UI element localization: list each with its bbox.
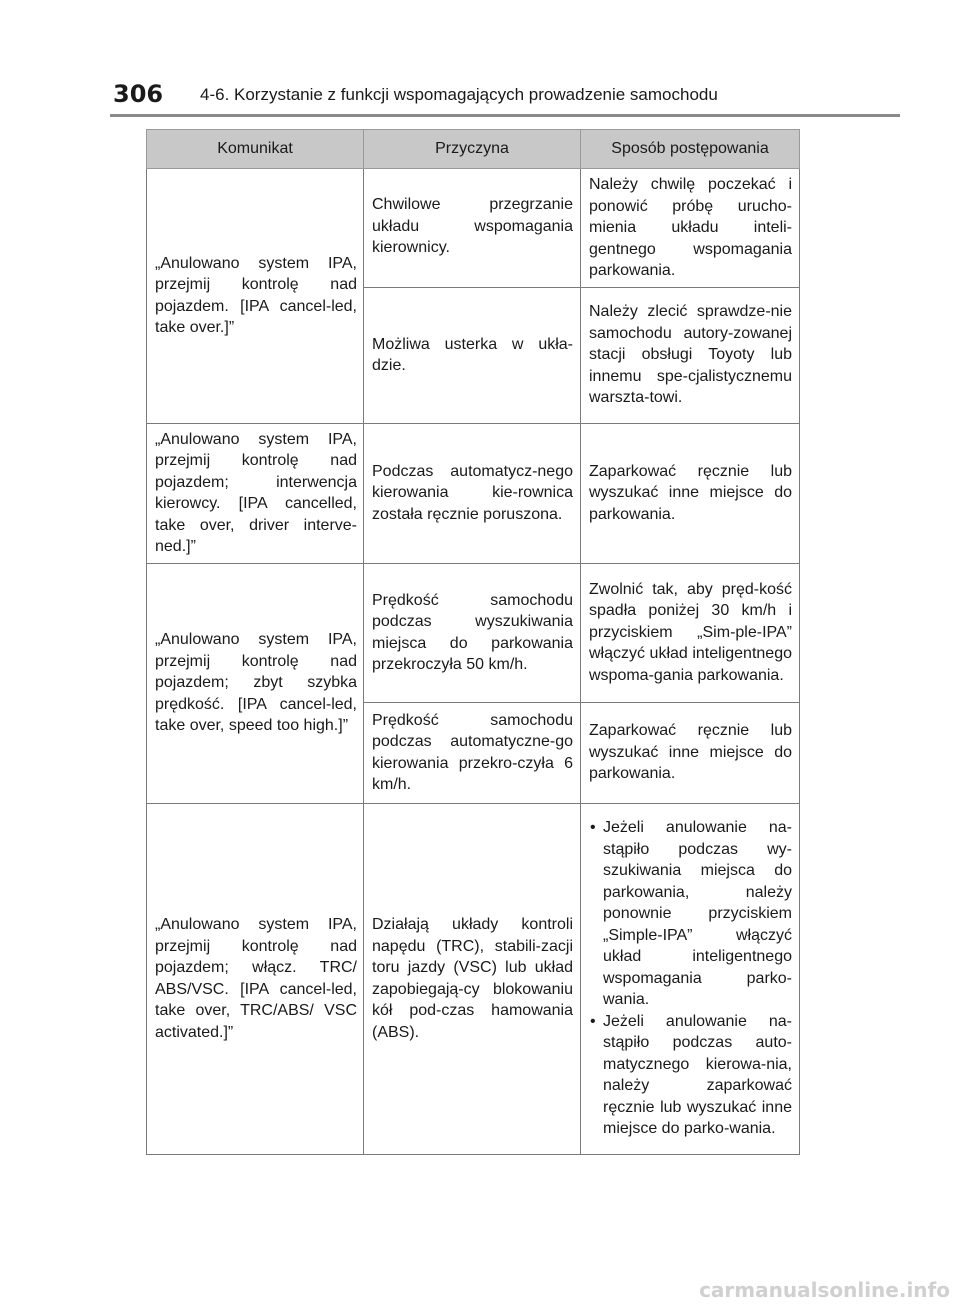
cause-cell: Działają układy kontroli napędu (TRC), stabili-zacji toru jazdy (VSC) lub układ zapobiegają-cy blokowaniu kół pod-czas hamowania (ABS). — [364, 803, 581, 1154]
list-item — [589, 817, 792, 1011]
table-row — [147, 563, 800, 702]
column-header-cause: Przyczyna — [364, 130, 581, 169]
column-header-action: Sposób postępowania — [581, 130, 800, 169]
cause-cell: Prędkość samochodu podczas wyszukiwania miejsca do parkowania przekroczyła 50 km/h. — [364, 563, 581, 702]
bullet-icon: • — [590, 819, 596, 837]
action-cell — [581, 803, 800, 1154]
messages-table — [146, 129, 800, 1155]
table-row — [147, 803, 800, 1154]
message-cell: „Anulowano system IPA, przejmij kontrolę nad pojazdem. [IPA cancel-led, take over.]” — [147, 169, 364, 424]
cause-cell: Możliwa usterka w ukła-dzie. — [364, 287, 581, 423]
message-cell: „Anulowano system IPA, przejmij kontrolę nad pojazdem; zbyt szybka prędkość. [IPA cancel-led, take over, speed too high.]” — [147, 563, 364, 803]
bullet-icon: • — [590, 1012, 596, 1030]
cause-cell: Chwilowe przegrzanie układu wspomagania kierownicy. — [364, 169, 581, 288]
watermark: carmanualsonline.info — [699, 1278, 950, 1302]
cause-cell: Podczas automatycz-nego kierowania kie-rownica została ręcznie poruszona. — [364, 423, 581, 563]
list-item — [589, 1011, 792, 1140]
cause-cell: Prędkość samochodu podczas automatyczne-go kierowania przekro-czyła 6 km/h. — [364, 702, 581, 803]
section-title: 4-6. Korzystanie z funkcji wspomagających prowadzenie samochodu — [200, 85, 718, 104]
column-header-message: Komunikat — [147, 130, 364, 169]
message-cell: „Anulowano system IPA, przejmij kontrolę nad pojazdem; włącz. TRC/ ABS/VSC. [IPA cancel-led, take over, TRC/ABS/ VSC activated.]” — [147, 803, 364, 1154]
table-row — [147, 169, 800, 288]
message-cell: „Anulowano system IPA, przejmij kontrolę nad pojazdem; interwencja kierowcy. [IPA cancelled, take over, driver interve-ned.]” — [147, 423, 364, 563]
action-cell: Zaparkować ręcznie lub wyszukać inne miejsce do parkowania. — [581, 702, 800, 803]
header-divider — [110, 114, 900, 117]
action-cell: Zaparkować ręcznie lub wyszukać inne miejsce do parkowania. — [581, 423, 800, 563]
bullet-text: Jeżeli anulowanie na-stąpiło podczas wy-szukiwania miejsca do parkowania, należy ponownie przyciskiem „Simple-IPA” włączyć układ inteligentnego wspomagania parko-wania. — [603, 819, 792, 1009]
page-header — [0, 0, 960, 115]
table-header-row — [147, 130, 800, 169]
action-bullet-list — [589, 817, 792, 1140]
action-cell: Należy zlecić sprawdze-nie samochodu autory-zowanej stacji obsługi Toyoty lub innemu spe-cjalistycznemu warszta-towi. — [581, 287, 800, 423]
action-cell: Zwolnić tak, aby pręd-kość spadła poniżej 30 km/h i przyciskiem „Sim-ple-IPA” włączyć układ inteligentnego wspoma-gania parkowania. — [581, 563, 800, 702]
action-cell: Należy chwilę poczekać i ponowić próbę urucho-mienia układu inteli-gentnego wspomagania parkowania. — [581, 169, 800, 288]
table-row — [147, 423, 800, 563]
page-number: 306 — [113, 80, 164, 108]
bullet-text: Jeżeli anulowanie na-stąpiło podczas auto-matycznego kierowa-nia, należy zaparkować ręcznie lub wyszukać inne miejsce do parko-wania. — [603, 1012, 792, 1138]
